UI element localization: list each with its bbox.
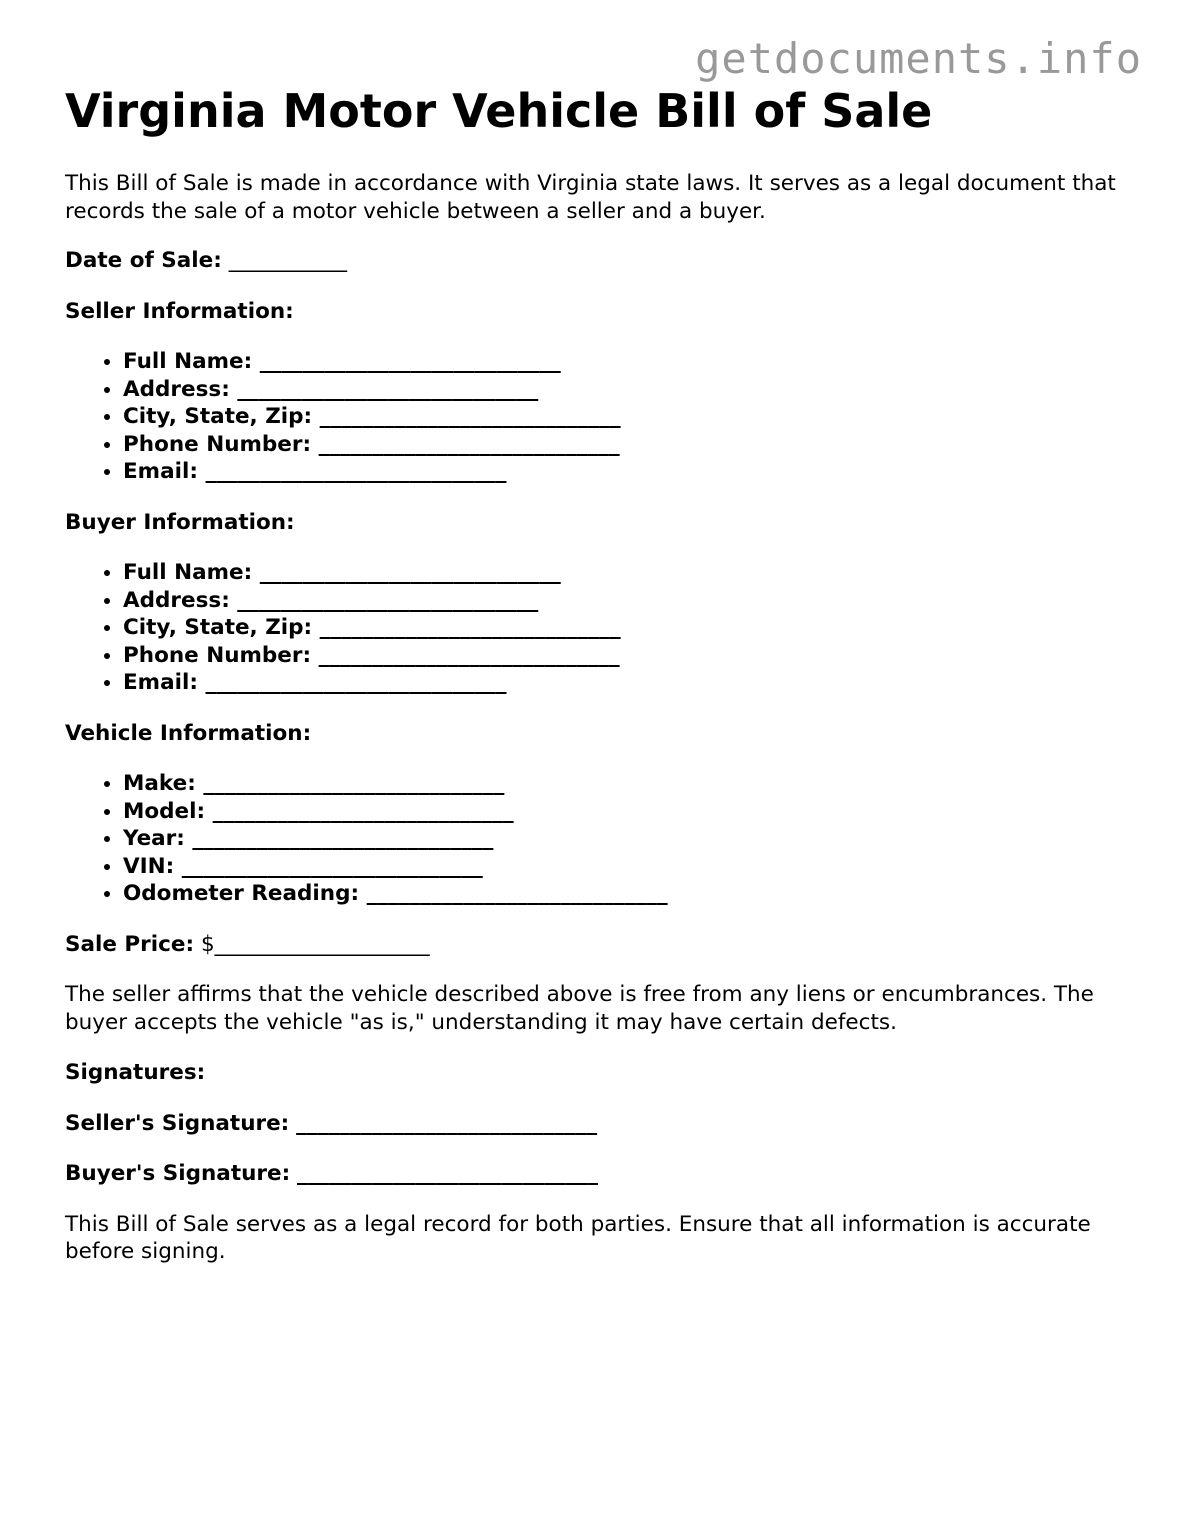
sale-price-field xyxy=(65,931,1125,959)
list-item xyxy=(123,770,1125,798)
field-label: Full Name: xyxy=(123,349,253,374)
field-label: Model: xyxy=(123,798,206,824)
field-label: Email: xyxy=(123,670,198,695)
list-item xyxy=(123,376,1125,404)
field-blank[interactable]: ____________________________ xyxy=(192,826,494,851)
closing-paragraph: This Bill of Sale serves as a legal record for both parties. Ensure that all information is accurate before signing. xyxy=(65,1211,1091,1264)
signatures-heading: Signatures: xyxy=(65,1060,206,1085)
field-label: City, State, Zip: xyxy=(123,404,313,429)
field-blank[interactable]: ____________________________ xyxy=(205,670,507,695)
field-label: Make: xyxy=(123,771,196,796)
seller-section-heading: Seller Information: xyxy=(65,298,294,324)
field-label: VIN: xyxy=(123,853,175,879)
seller-signature-blank[interactable]: ____________________________ xyxy=(296,1110,598,1136)
field-label: Odometer Reading: xyxy=(123,881,360,906)
list-item xyxy=(123,642,1125,670)
buyer-section-heading: Buyer Information: xyxy=(65,509,295,535)
list-item xyxy=(123,431,1125,459)
field-blank[interactable]: ____________________________ xyxy=(319,615,621,640)
field-blank[interactable]: ____________________________ xyxy=(181,853,483,879)
list-item xyxy=(123,798,1125,826)
date-of-sale-field xyxy=(65,247,1125,275)
list-item xyxy=(123,614,1125,642)
field-label: Full Name: xyxy=(123,560,253,585)
field-blank[interactable]: ____________________________ xyxy=(205,459,507,484)
field-blank[interactable]: ____________________________ xyxy=(259,349,561,374)
field-label: Year: xyxy=(123,826,185,851)
buyer-signature-label: Buyer's Signature: xyxy=(65,1161,291,1186)
list-item xyxy=(123,825,1125,853)
list-item xyxy=(123,880,1125,908)
sale-price-blank[interactable]: $____________________ xyxy=(200,931,430,957)
document-page xyxy=(65,82,1125,1266)
list-item xyxy=(123,458,1125,486)
field-label: City, State, Zip: xyxy=(123,615,313,640)
vehicle-section-heading: Vehicle Information: xyxy=(65,720,312,746)
list-item xyxy=(123,669,1125,697)
field-label: Phone Number: xyxy=(123,642,312,668)
buyer-signature-blank[interactable]: ____________________________ xyxy=(297,1161,599,1186)
page-title: Virginia Motor Vehicle Bill of Sale xyxy=(65,84,933,138)
list-item xyxy=(123,348,1125,376)
field-blank[interactable]: ____________________________ xyxy=(318,642,620,668)
list-item xyxy=(123,559,1125,587)
sale-price-label: Sale Price: xyxy=(65,931,195,957)
field-label: Address: xyxy=(123,376,230,402)
list-item xyxy=(123,853,1125,881)
field-label: Phone Number: xyxy=(123,431,312,457)
field-blank[interactable]: ____________________________ xyxy=(318,431,620,457)
list-item xyxy=(123,587,1125,615)
field-blank[interactable]: ____________________________ xyxy=(319,404,621,429)
seller-signature-label: Seller's Signature: xyxy=(65,1110,290,1136)
field-blank[interactable]: ____________________________ xyxy=(237,376,539,402)
buyer-field-list xyxy=(65,559,1125,697)
field-blank[interactable]: ____________________________ xyxy=(366,881,668,906)
seller-field-list xyxy=(65,348,1125,486)
field-label: Email: xyxy=(123,459,198,484)
list-item xyxy=(123,403,1125,431)
field-blank[interactable]: ____________________________ xyxy=(212,798,514,824)
date-of-sale-blank[interactable]: ___________ xyxy=(228,248,347,273)
affirmation-paragraph: The seller affirms that the vehicle described above is free from any liens or encumbrances. The buyer accepts the vehicle "as is," understanding it may have certain defects. xyxy=(65,982,1094,1035)
watermark: getdocuments.info xyxy=(695,34,1142,83)
buyer-signature-field xyxy=(65,1160,1125,1188)
field-label: Address: xyxy=(123,587,230,613)
field-blank[interactable]: ____________________________ xyxy=(237,587,539,613)
date-of-sale-label: Date of Sale: xyxy=(65,248,222,273)
field-blank[interactable]: ____________________________ xyxy=(203,771,505,796)
field-blank[interactable]: ____________________________ xyxy=(259,560,561,585)
intro-paragraph: This Bill of Sale is made in accordance with Virginia state laws. It serves as a legal document that records the sale of a motor vehicle between a seller and a buyer. xyxy=(65,171,1116,224)
vehicle-field-list xyxy=(65,770,1125,908)
seller-signature-field xyxy=(65,1110,1125,1138)
